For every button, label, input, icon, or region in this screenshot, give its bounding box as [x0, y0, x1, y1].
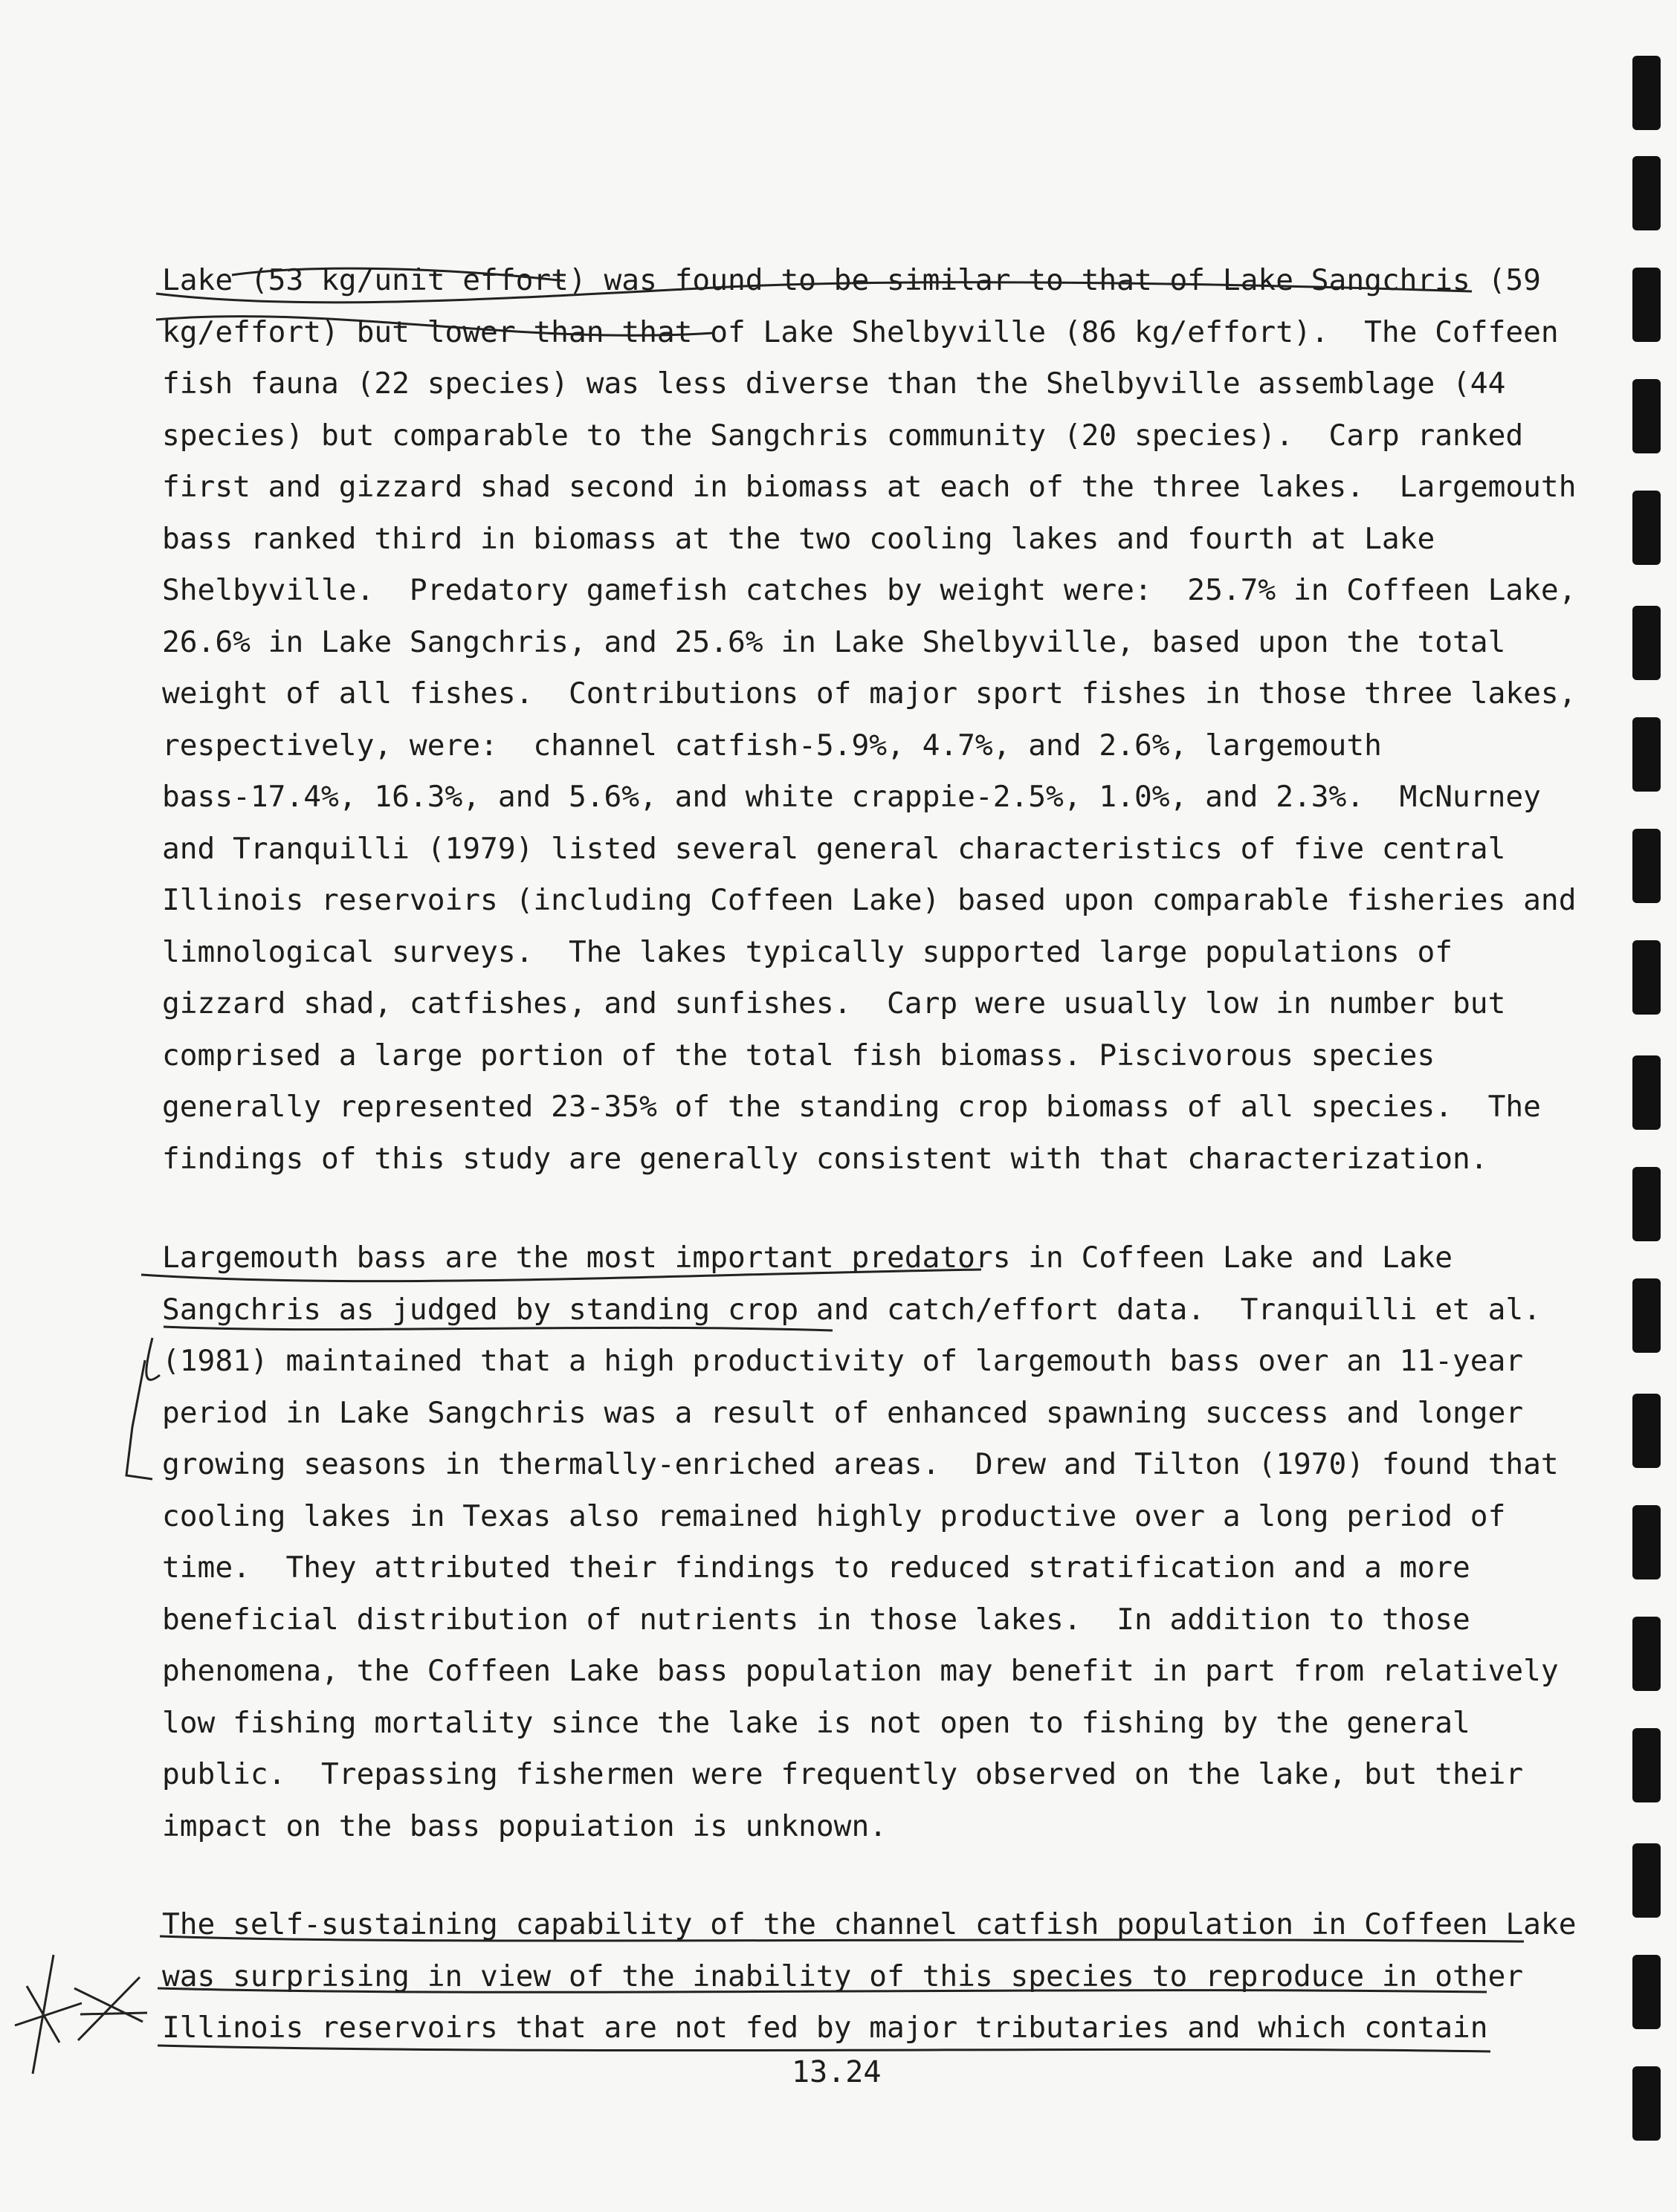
text-line: generally represented 23-35% of the standing crop biomass of all species. The — [162, 1090, 1541, 1124]
text-line: impact on the bass popuiation is unknown. — [162, 1808, 888, 1843]
text-line: public. Trepassing fishermen were frequently observed on the lake, but their — [162, 1757, 1524, 1791]
asterisk-mark — [80, 2013, 147, 2014]
text-line: growing seasons in thermally-enriched areas. Drew and Tilton (1970) found that — [162, 1447, 1559, 1481]
punch-hole — [1632, 156, 1661, 230]
text-line: phenomena, the Coffeen Lake bass population may benefit in part from relatively — [162, 1654, 1559, 1688]
text-line: Lake (53 kg/unit effort) was found to be similar to that of Lake Sangchris (59 — [162, 263, 1541, 297]
text-line: findings of this study are generally consistent with that characterization. — [162, 1141, 1488, 1176]
punch-hole — [1632, 1167, 1661, 1241]
text-line: and Tranquilli (1979) listed several general characteristics of five central — [162, 831, 1506, 866]
punch-hole — [1632, 1728, 1661, 1802]
punch-hole — [1632, 940, 1661, 1015]
page-number: 13.24 — [792, 2055, 882, 2089]
binder-punch-holes — [1632, 45, 1662, 2185]
punch-hole — [1632, 829, 1661, 903]
text-line: cooling lakes in Texas also remained highly productive over a long period of — [162, 1498, 1506, 1533]
text-line: Sangchris as judged by standing crop and catch/effort data. Tranquilli et al. — [162, 1292, 1541, 1327]
text-line: The self-sustaining capability of the channel catfish population in Coffeen Lake — [162, 1907, 1577, 1941]
paragraph-fish-comparison — [162, 255, 1577, 1185]
text-line: 26.6% in Lake Sangchris, and 25.6% in Lake Shelbyville, based upon the total — [162, 624, 1506, 659]
text-line: beneficial distribution of nutrients in those lakes. In addition to those — [162, 1602, 1470, 1637]
asterisk-mark — [78, 1977, 140, 2040]
punch-hole — [1632, 1843, 1661, 1918]
punch-hole — [1632, 268, 1661, 342]
asterisk-mark — [27, 1986, 59, 2043]
text-line: limnological surveys. The lakes typically supported large populations of — [162, 934, 1453, 969]
text-line: Shelbyville. Predatory gamefish catches by weight were: 25.7% in Coffeen Lake, — [162, 573, 1577, 607]
text-line: fish fauna (22 species) was less diverse than the Shelbyville assemblage (44 — [162, 366, 1506, 401]
text-line: Largemouth bass are the most important predators in Coffeen Lake and Lake — [162, 1241, 1453, 1275]
text-line: comprised a large portion of the total fish biomass. Piscivorous species — [162, 1038, 1435, 1073]
text-line: (1981) maintained that a high productivity of largemouth bass over an 11-year — [162, 1344, 1524, 1378]
punch-hole — [1632, 1505, 1661, 1579]
punch-hole — [1632, 1278, 1661, 1353]
text-line: weight of all fishes. Contributions of major sport fishes in those three lakes, — [162, 676, 1577, 711]
punch-hole — [1632, 1055, 1661, 1130]
text-line: Illinois reservoirs (including Coffeen Lake) based upon comparable fisheries and — [162, 883, 1577, 917]
punch-hole — [1632, 606, 1661, 680]
paragraph-channel-catfish — [162, 1899, 1577, 2054]
text-line: Illinois reservoirs that are not fed by major tributaries and which contain — [162, 2011, 1488, 2045]
punch-hole — [1632, 56, 1661, 130]
asterisk-mark — [15, 2003, 82, 2025]
text-line: low fishing mortality since the lake is not open to fishing by the general — [162, 1705, 1470, 1740]
asterisk-mark — [33, 1955, 54, 2074]
punch-hole — [1632, 2066, 1661, 2141]
asterisk-mark — [74, 1988, 143, 2022]
punch-hole — [1632, 1955, 1661, 2029]
text-line: was surprising in view of the inability of this species to reproduce in other — [162, 1959, 1524, 1993]
punch-hole — [1632, 379, 1661, 453]
text-line: respectively, were: channel catfish-5.9%, 4.7%, and 2.6%, largemouth — [162, 728, 1382, 763]
text-line: time. They attributed their findings to reduced stratification and a more — [162, 1550, 1470, 1585]
punch-hole — [1632, 717, 1661, 792]
text-line: first and gizzard shad second in biomass at each of the three lakes. Largemouth — [162, 470, 1577, 504]
text-line: gizzard shad, catfishes, and sunfishes. Carp were usually low in number but — [162, 986, 1506, 1021]
bracket-mark — [126, 1360, 152, 1479]
text-line: species) but comparable to the Sangchris community (20 species). Carp ranked — [162, 418, 1524, 453]
punch-hole — [1632, 1617, 1661, 1691]
text-line: kg/effort) but lower than that of Lake Shelbyville (86 kg/effort). The Coffeen — [162, 314, 1559, 349]
paragraph-largemouth-bass — [162, 1232, 1560, 1852]
punch-hole — [1632, 1394, 1661, 1468]
text-line: bass ranked third in biomass at the two cooling lakes and fourth at Lake — [162, 521, 1435, 556]
text-line: period in Lake Sangchris was a result of enhanced spawning success and longer — [162, 1395, 1524, 1430]
text-line: bass-17.4%, 16.3%, and 5.6%, and white crappie-2.5%, 1.0%, and 2.3%. McNurney — [162, 780, 1541, 814]
bracket-mark — [146, 1338, 160, 1380]
punch-hole — [1632, 491, 1661, 565]
